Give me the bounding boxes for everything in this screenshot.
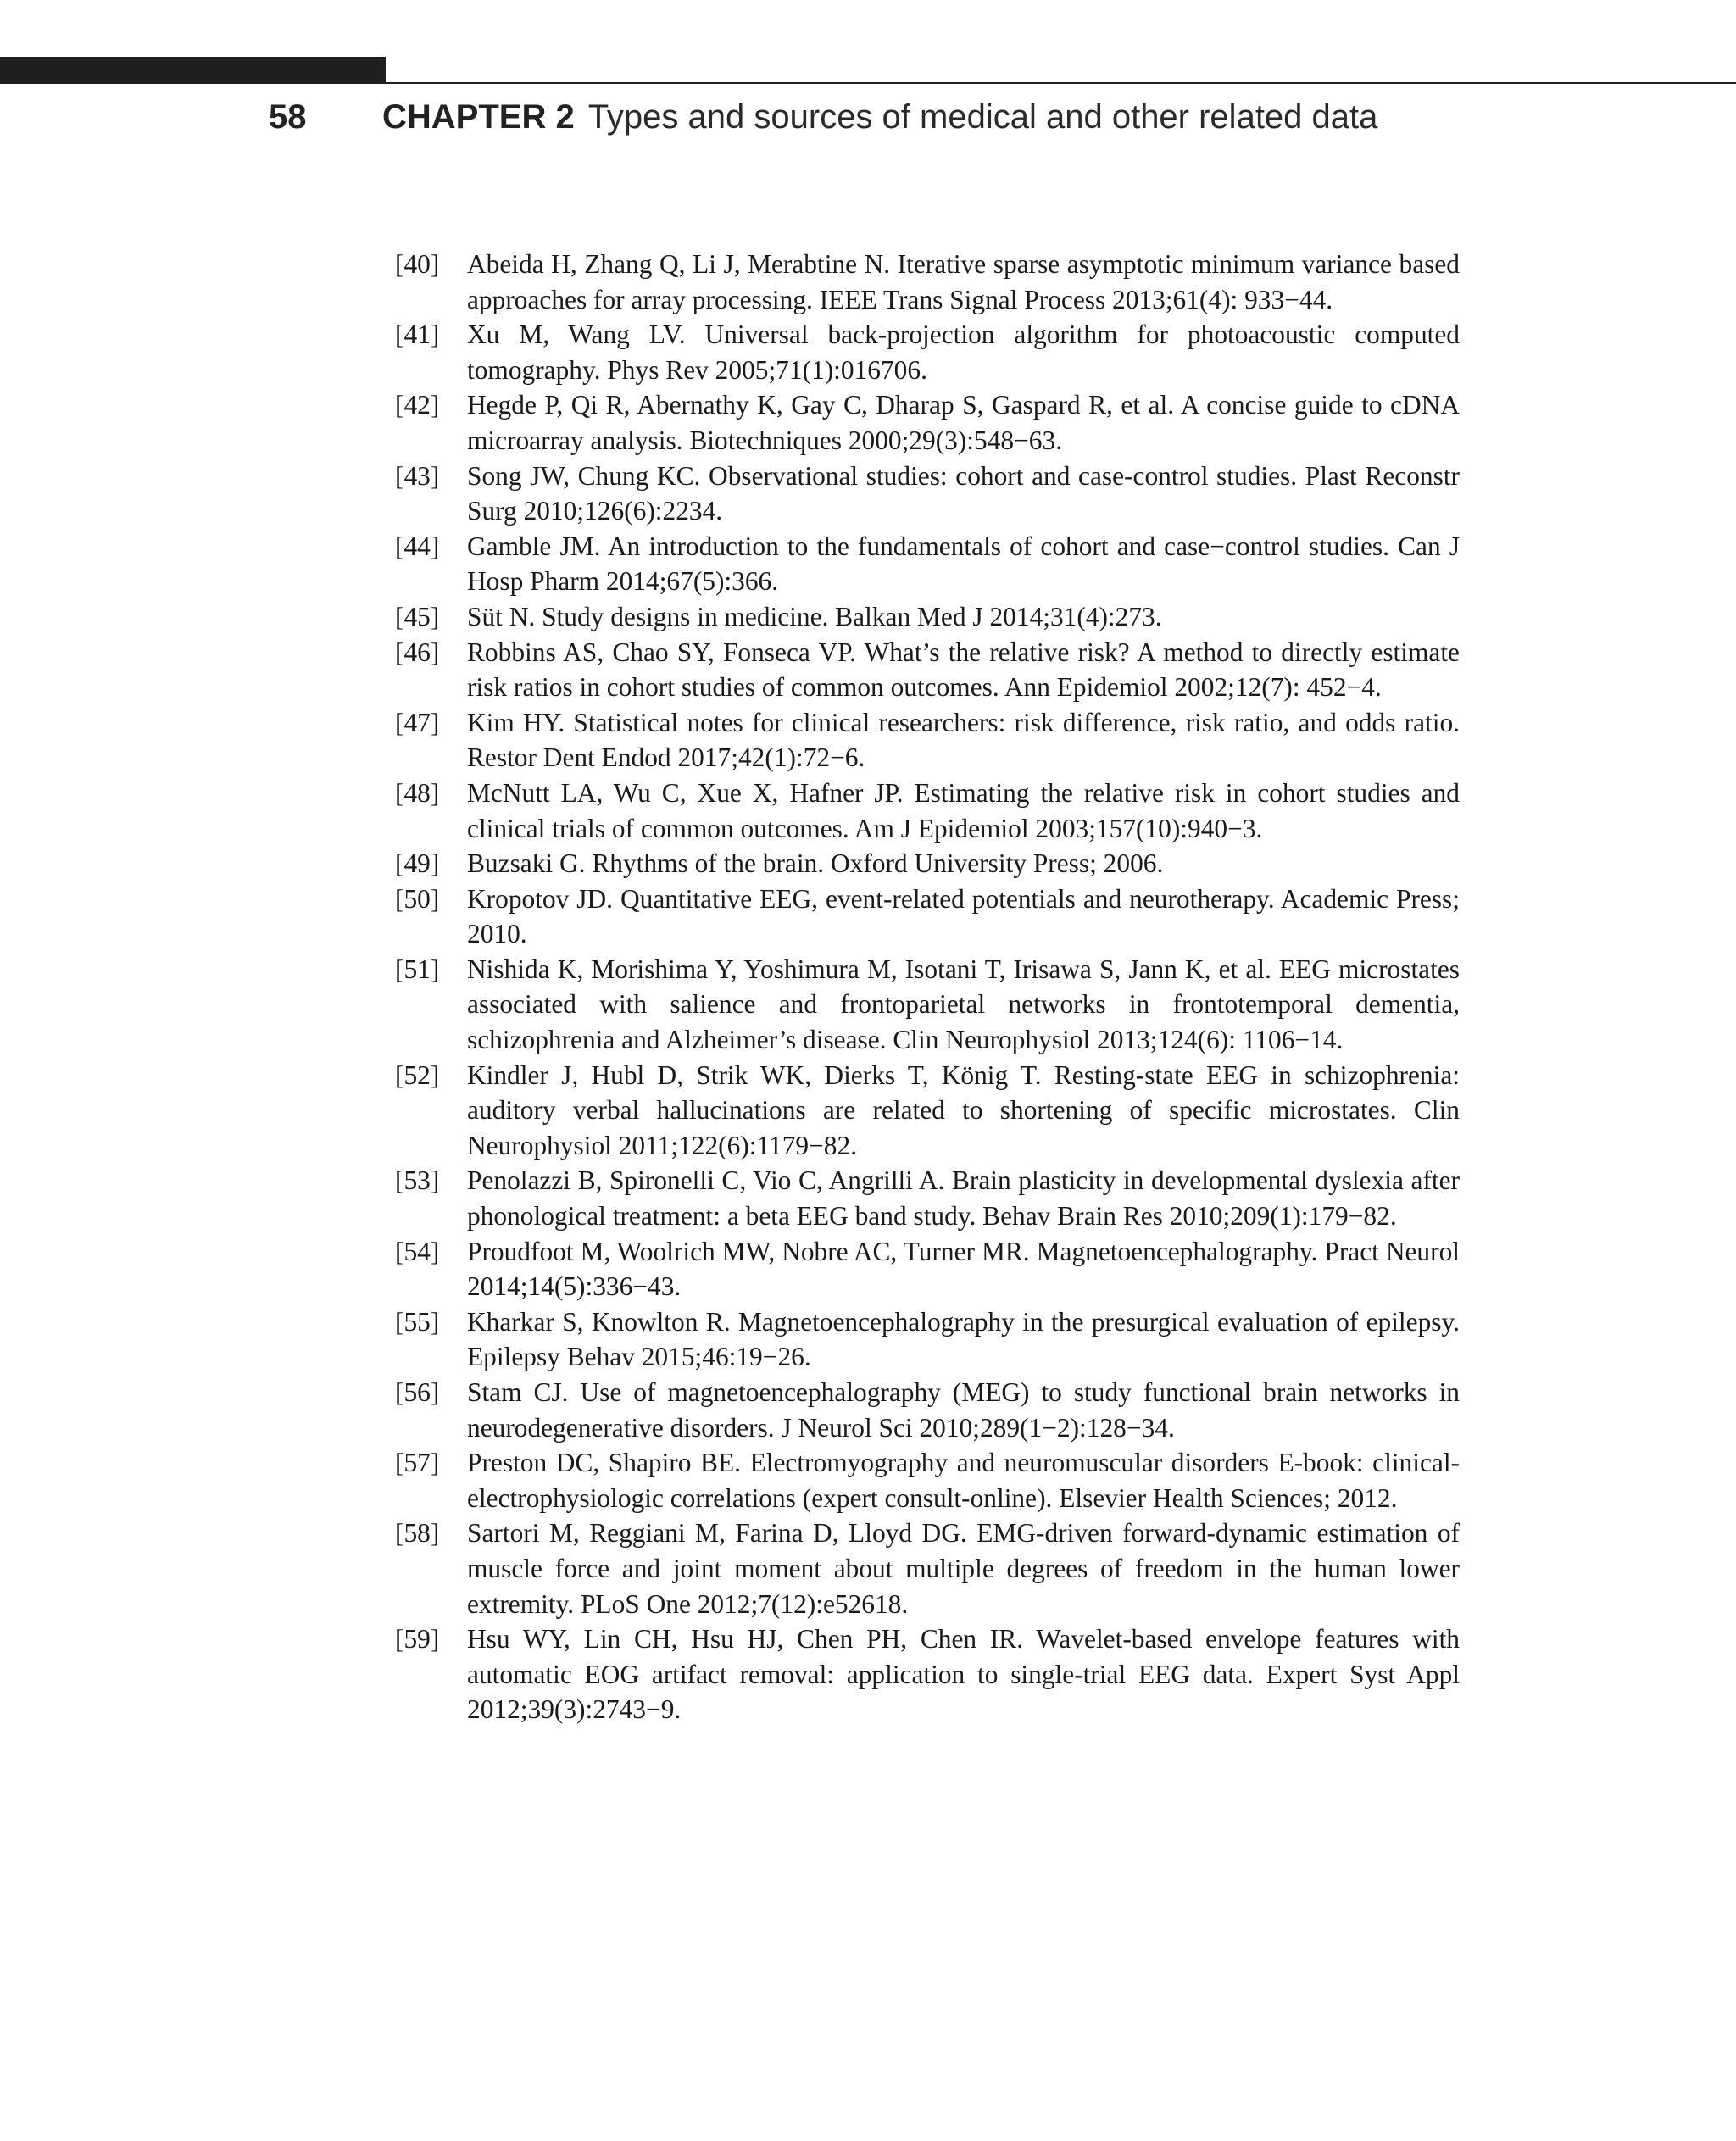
reference-text: Hsu WY, Lin CH, Hsu HJ, Chen PH, Chen IR. Wavelet-based envelope features with automatic EOG artifact removal: application to single-trial EEG data. Expert Syst Appl 2012;39(3):2743−9. [467,1624,1460,1725]
reference-item [395,387,1460,458]
reference-number: [41] [395,320,440,350]
reference-item [395,846,1460,881]
reference-number: [42] [395,390,440,420]
header-bar [0,57,386,84]
page-number: 58 [269,98,307,136]
reference-text: Buzsaki G. Rhythms of the brain. Oxford University Press; 2006. [467,848,1164,879]
reference-text: Kharkar S, Knowlton R. Magnetoencephalography in the presurgical evaluation of epilepsy. Epilepsy Behav 2015;46:19−26. [467,1306,1460,1372]
reference-number: [59] [395,1624,440,1654]
reference-number: [46] [395,637,440,667]
reference-text: Xu M, Wang LV. Universal back-projection algorithm for photoacoustic computed tomography. Phys Rev 2005;71(1):016706. [467,320,1460,385]
reference-item [395,1163,1460,1233]
reference-text: Preston DC, Shapiro BE. Electromyography and neuromuscular disorders E-book: clinical-electrophysiologic correlations (expert consult-online). Elsevier Health Sciences; 2012. [467,1448,1460,1513]
reference-item [395,247,1460,317]
reference-number: [54] [395,1236,440,1266]
reference-number: [53] [395,1165,440,1196]
reference-item [395,459,1460,529]
reference-item [395,635,1460,705]
reference-item [395,952,1460,1058]
reference-item [395,317,1460,387]
reference-number: [58] [395,1518,440,1549]
reference-text: Penolazzi B, Spironelli C, Vio C, Angrilli A. Brain plasticity in developmental dyslexia after phonological treatment: a beta EEG band study. Behav Brain Res 2010;209(1):179−82. [467,1165,1460,1232]
reference-text: Kropotov JD. Quantitative EEG, event-related potentials and neurotherapy. Academic Press; 2010. [467,883,1460,949]
reference-text: Gamble JM. An introduction to the fundamentals of cohort and case−control studies. Can J Hosp Pharm 2014;67(5):366. [467,531,1460,597]
reference-text: Stam CJ. Use of magnetoencephalography (MEG) to study functional brain networks in neurodegenerative disorders. J Neurol Sci 2010;289(1−2):128−34. [467,1377,1460,1443]
reference-text: Kindler J, Hubl D, Strik WK, Dierks T, König T. Resting-state EEG in schizophrenia: auditory verbal hallucinations are related to shortening of specific microstates. Clin Neurophysiol 2011;122(6):1179−82. [467,1059,1460,1160]
reference-item [395,1375,1460,1445]
reference-item [395,1445,1460,1515]
reference-number: [48] [395,777,440,808]
reference-text: Hegde P, Qi R, Abernathy K, Gay C, Dharap S, Gaspard R, et al. A concise guide to cDNA microarray analysis. Biotechniques 2000;29(3):548−63. [467,390,1460,455]
reference-number: [47] [395,707,440,737]
reference-number: [49] [395,848,440,879]
reference-text: Nishida K, Morishima Y, Yoshimura M, Isotani T, Irisawa S, Jann K, et al. EEG microstates associated with salience and frontoparietal networks in frontotemporal dementia, schizophrenia and Alzheimer’s disease. Clin Neurophysiol 2013;124(6): 1106−14. [467,954,1460,1055]
chapter-title: Types and sources of medical and other related data [587,98,1378,136]
reference-item [395,881,1460,952]
reference-item [395,1515,1460,1621]
reference-item [395,1621,1460,1727]
reference-number: [55] [395,1306,440,1337]
reference-number: [56] [395,1377,440,1407]
reference-number: [52] [395,1059,440,1090]
reference-number: [57] [395,1448,440,1478]
chapter-label: CHAPTER 2 [382,98,575,136]
reference-item [395,776,1460,846]
reference-number: [50] [395,883,440,914]
reference-item [395,1058,1460,1164]
reference-text: Sartori M, Reggiani M, Farina D, Lloyd DG. EMG-driven forward-dynamic estimation of muscle force and joint moment about multiple degrees of freedom in the human lower extremity. PLoS One 2012;7(12):e52618. [467,1518,1460,1619]
running-head [382,93,1377,141]
reference-text: Robbins AS, Chao SY, Fonseca VP. What’s the relative risk? A method to directly estimate risk ratios in cohort studies of common outcomes. Ann Epidemiol 2002;12(7): 452−4. [467,637,1460,703]
reference-text: Song JW, Chung KC. Observational studies: cohort and case-control studies. Plast Reconstr Surg 2010;126(6):2234. [467,460,1460,526]
reference-text: Kim HY. Statistical notes for clinical researchers: risk difference, risk ratio, and odds ratio. Restor Dent Endod 2017;42(1):72−6. [467,707,1460,773]
reference-item [395,705,1460,776]
reference-item [395,1304,1460,1375]
reference-number: [45] [395,601,440,631]
reference-list [395,247,1460,1727]
header-rule [386,82,1736,84]
reference-text: Proudfoot M, Woolrich MW, Nobre AC, Turner MR. Magnetoencephalography. Pract Neurol 2014;14(5):336−43. [467,1236,1460,1302]
reference-number: [43] [395,460,440,491]
reference-item [395,1234,1460,1304]
reference-item [395,529,1460,599]
reference-number: [51] [395,954,440,984]
reference-item [395,599,1460,635]
reference-text: Abeida H, Zhang Q, Li J, Merabtine N. Iterative sparse asymptotic minimum variance based approaches for array processing. IEEE Trans Signal Process 2013;61(4): 933−44. [467,249,1460,314]
reference-number: [44] [395,531,440,561]
reference-text: Süt N. Study designs in medicine. Balkan Med J 2014;31(4):273. [467,601,1162,631]
reference-number: [40] [395,249,440,279]
reference-text: McNutt LA, Wu C, Xue X, Hafner JP. Estimating the relative risk in cohort studies and clinical trials of common outcomes. Am J Epidemiol 2003;157(10):940−3. [467,777,1460,843]
